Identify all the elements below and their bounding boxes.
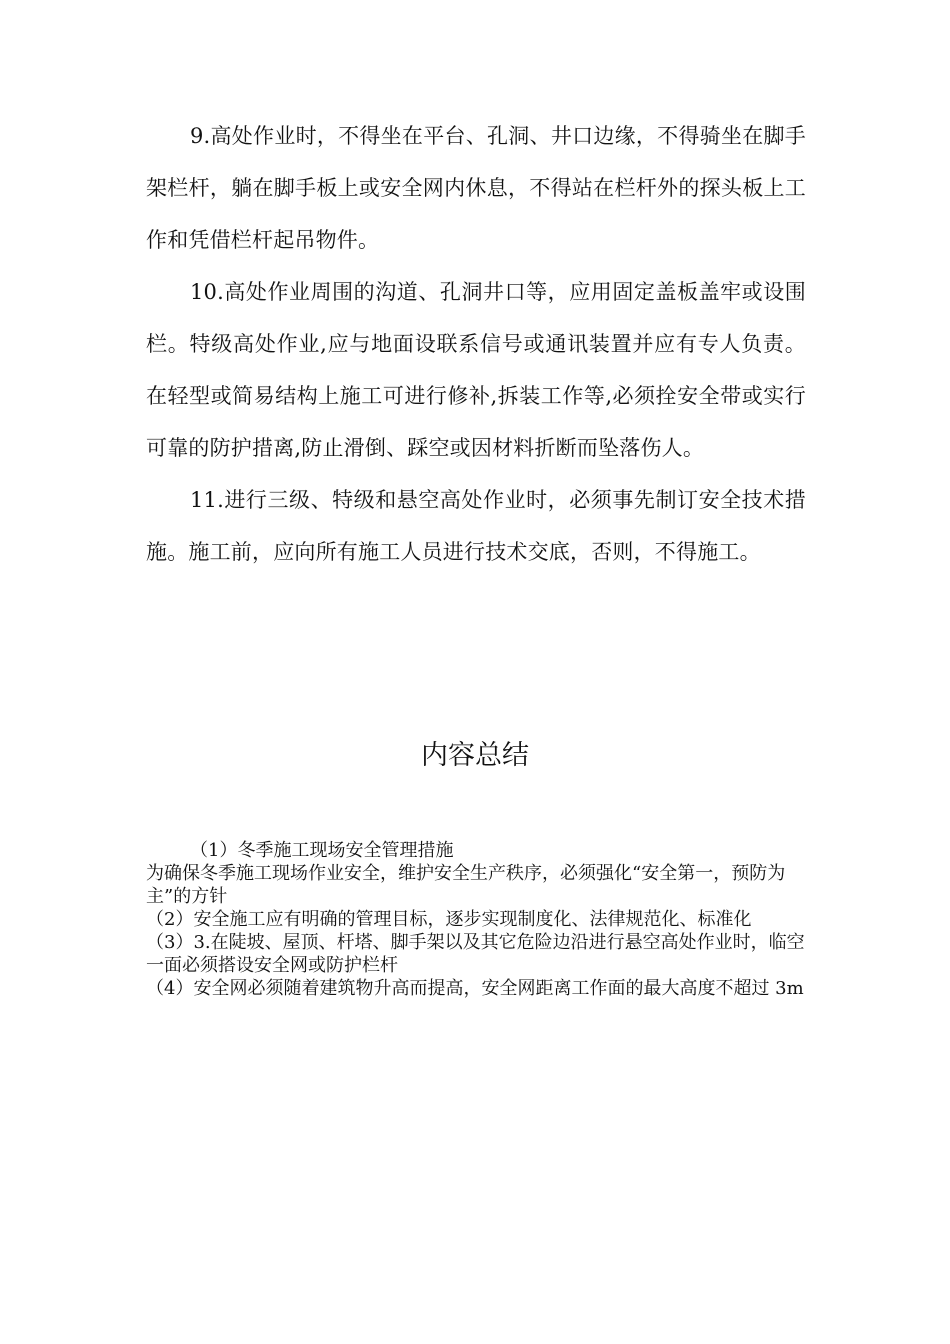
summary-line-4: （3）3.在陡坡、屋顶、杆塔、脚手架以及其它危险边沿进行悬空高处作业时，临空一面必须搭设安全网或防护栏杆 bbox=[146, 932, 805, 976]
summary-line-2: 为确保冬季施工现场作业安全，维护安全生产秩序，必须强化“安全第一，预防为主”的方针 bbox=[146, 863, 786, 907]
summary-line-1: （1）冬季施工现场安全管理措施 bbox=[190, 840, 454, 861]
paragraph-9: 9.高处作业时，不得坐在平台、孔洞、井口边缘，不得骑坐在脚手架栏杆，躺在脚手板上或安全网内休息，不得站在栏杆外的探头板上工作和凭借栏杆起吊物件。 bbox=[146, 124, 806, 252]
summary-title: 内容总结 bbox=[421, 740, 529, 771]
body-text bbox=[146, 110, 806, 578]
paragraph-10: 10.高处作业周围的沟道、孔洞井口等，应用固定盖板盖牢或设围栏。特级高处作业,应与地面设联系信号或通讯装置并应有专人负责。在轻型或简易结构上施工可进行修补,拆装工作等,必须拴安全带或实行可靠的防护措离,防止滑倒、踩空或因材料折断而坠落伤人。 bbox=[146, 280, 806, 460]
summary-section bbox=[146, 839, 806, 1000]
paragraph-11: 11.进行三级、特级和悬空高处作业时，必须事先制订安全技术措施。施工前，应向所有施工人员进行技术交底，否则，不得施工。 bbox=[146, 488, 806, 564]
summary-line-3: （2）安全施工应有明确的管理目标，逐步实现制度化、法律规范化、标准化 bbox=[146, 909, 752, 930]
summary-line-5: （4）安全网必须随着建筑物升高而提高，安全网距离工作面的最大高度不超过 3m bbox=[146, 978, 804, 999]
